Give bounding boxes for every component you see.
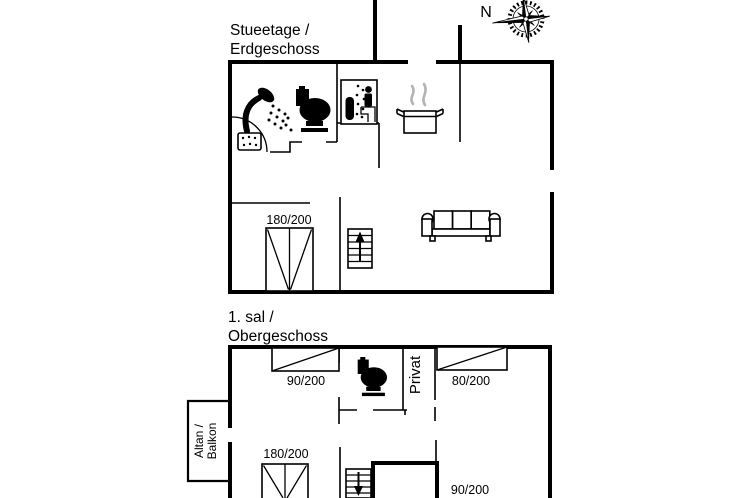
double-bed-size-label: 180/200 bbox=[266, 213, 312, 227]
toilet-icon bbox=[358, 357, 387, 396]
single-bed-icon bbox=[272, 348, 339, 371]
private-room-label: Privat bbox=[407, 355, 424, 395]
bed-size-label: 180/200 bbox=[263, 447, 309, 461]
ground-floor-plan bbox=[228, 0, 554, 294]
toilet-icon bbox=[296, 86, 331, 132]
ground-floor-title-line2: Erdgeschoss bbox=[230, 41, 320, 58]
double-bed-icon bbox=[266, 228, 313, 291]
bed-size-label: 80/200 bbox=[451, 374, 491, 388]
cooking-pot-icon bbox=[397, 84, 443, 133]
shower-icon bbox=[246, 85, 293, 132]
staircase-down-icon bbox=[346, 469, 371, 498]
staircase-up-icon bbox=[348, 229, 372, 268]
bed-size-label: 90/200 bbox=[286, 374, 326, 388]
single-bed-icon bbox=[437, 347, 507, 370]
sofa-icon bbox=[422, 211, 500, 241]
balcony-label-line1: Altan / bbox=[192, 423, 206, 459]
north-label: N bbox=[480, 4, 492, 21]
washbasin-icon bbox=[238, 133, 261, 150]
ground-floor-title-line1: Stueetage / bbox=[230, 22, 310, 39]
upper-floor-title-line1: 1. sal / bbox=[228, 309, 274, 326]
compass-rose-icon bbox=[480, 0, 553, 47]
corridor-wall bbox=[435, 347, 436, 461]
entry-wall-stubs bbox=[375, 0, 460, 62]
sauna-icon bbox=[341, 80, 377, 124]
upper-floor-title-line2: Obergeschoss bbox=[228, 328, 328, 345]
stairwell-opening bbox=[371, 463, 439, 498]
balcony-label-line2: Balkon bbox=[205, 422, 219, 460]
bed-size-label: 90/200 bbox=[450, 483, 490, 497]
double-bed-icon bbox=[262, 464, 308, 498]
upper-floor-plan bbox=[188, 309, 552, 498]
